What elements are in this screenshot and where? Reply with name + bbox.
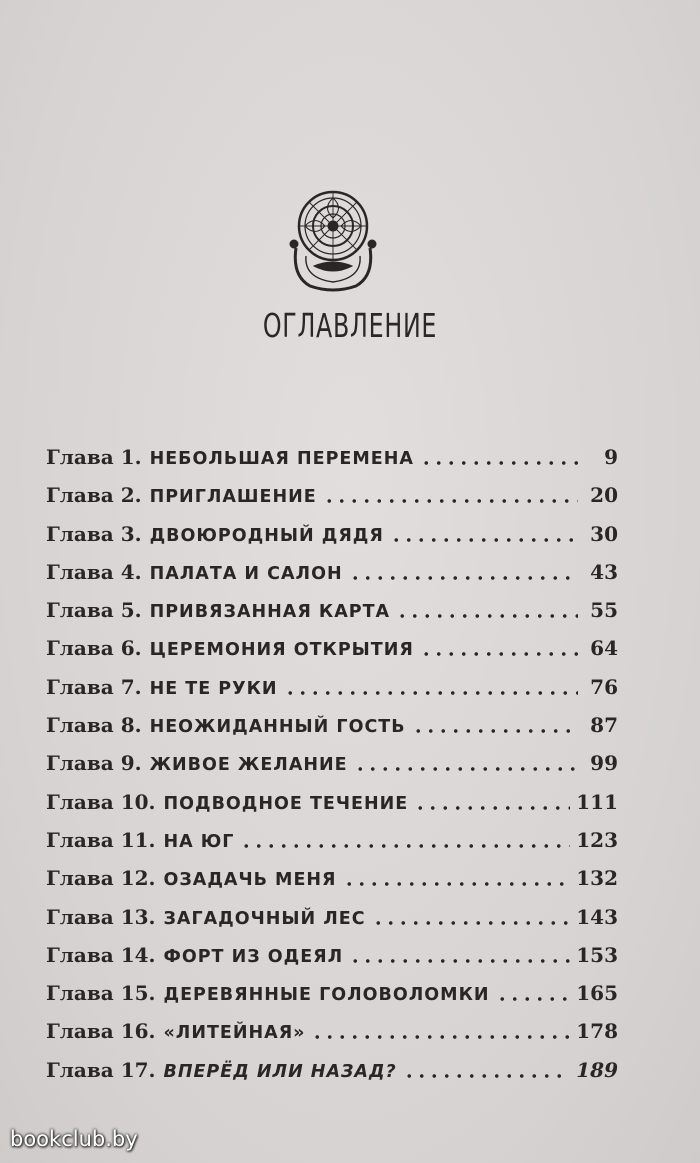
page-number: 64 <box>590 636 618 661</box>
page-number: 165 <box>576 981 618 1006</box>
chapter-title: ПРИВЯЗАННАЯ КАРТА <box>149 602 391 623</box>
page-number: 20 <box>590 483 618 508</box>
dot-leader <box>323 486 578 504</box>
toc-entry <box>46 553 618 591</box>
toc-heading: ОГЛАВЛЕНИЕ <box>262 306 438 345</box>
page-number: 123 <box>576 827 618 852</box>
toc-entry <box>46 438 618 476</box>
page-number: 132 <box>576 866 618 891</box>
toc-entry <box>46 706 618 744</box>
chapter-number: Глава 14. <box>46 942 156 967</box>
page-number: 178 <box>576 1019 618 1044</box>
toc-entry <box>46 744 618 782</box>
chapter-title: НЕБОЛЬШАЯ ПЕРЕМЕНА <box>149 449 414 469</box>
chapter-number: Глава 2. <box>46 483 142 508</box>
chapter-number: Глава 5. <box>46 598 142 623</box>
dot-leader <box>354 754 578 772</box>
dot-leader <box>420 639 578 657</box>
toc-entry <box>46 898 618 936</box>
chapter-number: Глава 9. <box>46 751 142 776</box>
page-number: 189 <box>576 1057 618 1082</box>
chapter-title: ДЕРЕВЯННЫЕ ГОЛОВОЛОМКИ <box>163 985 490 1006</box>
chapter-number: Глава 12. <box>46 866 156 891</box>
page-number: 9 <box>604 445 618 469</box>
chapter-title: ЖИВОЕ ЖЕЛАНИЕ <box>149 755 348 776</box>
page-number: 111 <box>576 789 618 814</box>
chapter-title: ДВОЮРОДНЫЙ ДЯДЯ <box>149 525 384 546</box>
toc-entry <box>46 1012 618 1050</box>
toc-entry <box>46 1051 618 1089</box>
toc-entry <box>46 936 618 974</box>
chapter-title: «ЛИТЕЙНАЯ» <box>163 1023 306 1044</box>
toc-entry <box>46 591 618 629</box>
dot-leader <box>390 525 578 543</box>
chapter-number: Глава 17. <box>46 1057 156 1082</box>
chapter-title: ЦЕРЕМОНИЯ ОТКРЫТИЯ <box>149 640 414 661</box>
dot-leader <box>420 448 578 466</box>
dot-leader <box>396 601 578 619</box>
chapter-number: Глава 3. <box>46 521 142 546</box>
page-number: 153 <box>576 942 618 967</box>
chapter-number: Глава 16. <box>46 1019 156 1044</box>
dot-leader <box>349 946 570 964</box>
toc-entry <box>46 515 618 553</box>
chapter-title: НЕОЖИДАННЫЙ ГОСТЬ <box>149 717 406 738</box>
chapter-number: Глава 1. <box>46 445 142 469</box>
chapter-number: Глава 4. <box>46 559 142 584</box>
toc-entry <box>46 668 618 706</box>
dot-leader <box>240 831 570 849</box>
chapter-title: ПАЛАТА И САЛОН <box>149 563 343 584</box>
dot-leader <box>372 908 571 926</box>
dot-leader <box>403 1061 571 1079</box>
toc-entry <box>46 476 618 514</box>
dot-leader <box>412 716 578 734</box>
page-number: 43 <box>590 559 618 584</box>
chapter-title: ПОДВОДНОЕ ТЕЧЕНИЕ <box>163 793 409 814</box>
chapter-number: Глава 13. <box>46 904 156 929</box>
chapter-title: ВПЕРЁД ИЛИ НАЗАД? <box>163 1061 397 1082</box>
page-number: 87 <box>590 713 618 738</box>
toc-entry <box>46 783 618 821</box>
toc-entry <box>46 821 618 859</box>
chapter-title: ОЗАДАЧЬ МЕНЯ <box>163 870 337 891</box>
site-watermark: bookclub.by <box>10 1127 138 1151</box>
dot-leader <box>496 984 571 1002</box>
chapter-number: Глава 6. <box>46 636 142 661</box>
dot-leader <box>349 563 578 581</box>
table-of-contents <box>46 438 618 1089</box>
chapter-title: ПРИГЛАШЕНИЕ <box>149 487 317 508</box>
dot-leader <box>311 1022 570 1040</box>
dot-leader <box>343 869 571 887</box>
dot-leader <box>284 678 578 696</box>
ornate-medallion-icon <box>286 186 380 296</box>
chapter-title: НА ЮГ <box>163 831 235 852</box>
toc-entry <box>46 629 618 667</box>
page-number: 143 <box>576 904 618 929</box>
dot-leader <box>414 793 570 811</box>
chapter-title: ФОРТ ИЗ ОДЕЯЛ <box>163 946 344 967</box>
chapter-number: Глава 15. <box>46 981 156 1006</box>
page-number: 99 <box>590 751 618 776</box>
chapter-title: ЗАГАДОЧНЫЙ ЛЕС <box>163 908 366 929</box>
page-number: 76 <box>590 674 618 699</box>
chapter-number: Глава 7. <box>46 674 142 699</box>
chapter-number: Глава 8. <box>46 713 142 738</box>
chapter-number: Глава 11. <box>46 827 156 852</box>
chapter-title: НЕ ТЕ РУКИ <box>149 678 278 699</box>
chapter-number: Глава 10. <box>46 789 156 814</box>
toc-entry <box>46 974 618 1012</box>
page-number: 55 <box>590 598 618 623</box>
page-number: 30 <box>590 521 618 546</box>
toc-entry <box>46 859 618 897</box>
